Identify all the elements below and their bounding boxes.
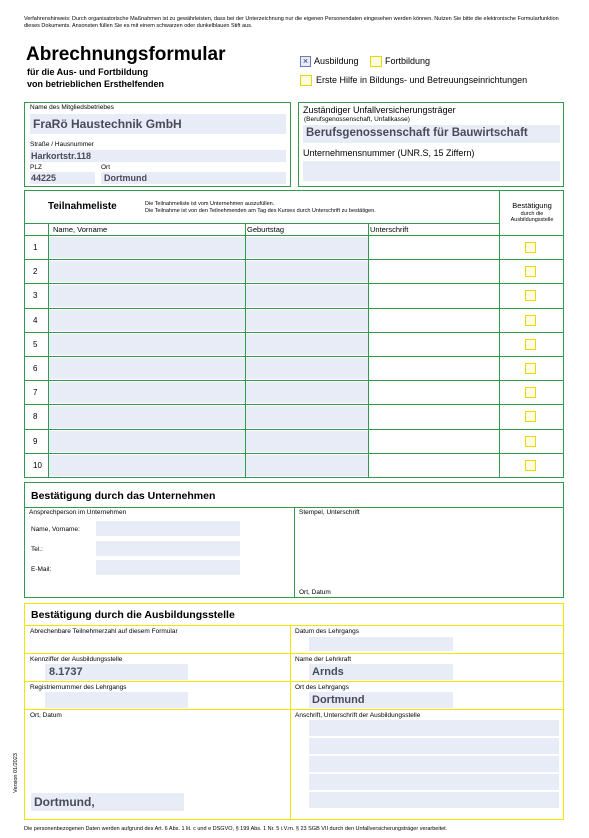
row-number: 8 [33,412,38,422]
street-value: Harkortstr.118 [31,151,92,161]
procedure-notice: Verfahrenshinweis: Durch organisatorische Maßnahmen ist zu gewährleisten, dass bei der Unterzeichnung nur die eigenen Personendaten eingesehen werden können. Nutzen Sie bitte die elektronische Formularfunktion dieses Dokuments. Ansonsten füllen Sie es mit einem schwarzen oder dunkelblauen Stift aus. [24,16,559,29]
insurer-field[interactable] [303,125,560,143]
city-value: Dortmund [104,173,147,183]
course-date-field[interactable] [309,637,453,651]
contact-email-field[interactable] [96,560,240,575]
member-name-label: Name des Mitgliedsbetriebes [30,104,114,111]
participant-name-field[interactable] [49,382,245,403]
fortbildung-label: Fortbildung [385,56,431,66]
row-number: 2 [33,267,38,277]
ausbildung-checkbox[interactable] [300,56,311,67]
training-confirm-title: Bestätigung durch die Ausbildungsstelle [31,609,235,621]
participant-name-field[interactable] [49,406,245,427]
contact-label: Ansprechperson im Unternehmen [29,509,127,516]
fortbildung-checkbox[interactable] [370,56,382,67]
check-mark-icon: × [302,56,309,66]
version-label: Version 01/2023 [13,753,19,793]
course-place-value: Dortmund [312,694,365,706]
registration-label: Registriernummer des Lehrgangs [30,684,127,691]
privacy-footer: Die personenbezogenen Daten werden aufgrund des Art. 6 Abs. 1 lit. c und e DSGVO, § 199 Abs. 1 Nr. 5 i.V.m. § 23 SGB VII durch den Unfallversicherungsträger verarbeitet. [24,826,448,832]
row-divider [24,283,564,284]
company-number-label: Unternehmensnummer (UNR.S, 15 Ziffern) [303,148,475,158]
center-signature-field-3[interactable] [309,756,559,772]
col-birth-header: Geburtstag [247,225,285,234]
confirm-checkbox[interactable] [525,436,536,447]
course-date-label: Datum des Lehrgangs [295,628,359,635]
participant-birth-field[interactable] [246,406,368,427]
participant-birth-field[interactable] [246,382,368,403]
training-place-date-value: Dortmund, [34,795,95,809]
center-signature-field-1[interactable] [309,720,559,736]
confirm-subheader: durch die Ausbildungsstelle [510,211,554,223]
participant-birth-field[interactable] [246,358,368,379]
street-label: Straße / Hausnummer [30,141,94,148]
participant-name-field[interactable] [49,431,245,452]
center-signature-field-5[interactable] [309,792,559,808]
center-signature-label: Anschrift, Unterschrift der Ausbildungsstelle [295,712,421,719]
participant-birth-field[interactable] [246,455,368,476]
confirm-checkbox[interactable] [525,290,536,301]
participant-birth-field[interactable] [246,334,368,355]
participants-note-2: Die Teilnahme ist von den Teilnehmenden am Tag des Kurses durch Unterschrift zu bestätigen. [145,208,376,214]
participant-name-field[interactable] [49,358,245,379]
company-confirm-title: Bestätigung durch das Unternehmen [31,490,216,502]
count-label: Abrechenbare Teilnehmerzahl auf diesem Formular [30,628,178,635]
erste-hilfe-label: Erste Hilfe in Bildungs- und Betreuungseinrichtungen [316,75,528,85]
row-number: 3 [33,291,38,301]
participant-birth-field[interactable] [246,261,368,282]
participants-title: Teilnahmeliste [48,201,117,212]
center-id-value: 8.1737 [49,666,83,678]
form-subtitle-2: von betrieblichen Ersthelfenden [27,79,165,89]
row-divider [24,259,564,260]
participants-note-1: Die Teilnahmeliste ist vom Unternehmen auszufüllen. [145,201,275,207]
contact-name-field[interactable] [96,521,240,536]
form-title: Abrechnungsformular [26,44,226,65]
participant-name-field[interactable] [49,310,245,331]
course-place-label: Ort des Lehrgangs [295,684,349,691]
insurer-subtitle: (Berufsgenossenschaft, Unfallkasse) [304,116,410,123]
row-divider [24,332,564,333]
row-divider [24,429,564,430]
confirm-checkbox[interactable] [525,242,536,253]
col-name-header: Name, Vorname [53,225,108,234]
participant-birth-field[interactable] [246,310,368,331]
participant-birth-field[interactable] [246,431,368,452]
form-subtitle-1: für die Aus- und Fortbildung [27,67,149,77]
teacher-label: Name der Lehrkraft [295,656,351,663]
confirm-checkbox[interactable] [525,387,536,398]
row-number: 10 [33,460,42,470]
registration-field[interactable] [45,692,188,708]
center-signature-field-2[interactable] [309,738,559,754]
city-label: Ort [101,164,111,171]
row-divider [24,380,564,381]
col-sign-header: Unterschrift [370,225,409,234]
participant-name-field[interactable] [49,285,245,306]
confirm-checkbox[interactable] [525,411,536,422]
participant-name-field[interactable] [49,261,245,282]
row-divider [24,356,564,357]
plz-value: 44225 [31,173,57,183]
member-name-value: FraRö Haustechnik GmbH [33,117,182,131]
row-divider [24,308,564,309]
insurer-value: Berufsgenossenschaft für Bauwirtschaft [306,127,528,139]
company-place-date-label: Ort, Datum [299,589,331,596]
row-number: 5 [33,339,38,349]
contact-tel-field[interactable] [96,541,240,556]
ausbildung-label: Ausbildung [314,56,359,66]
plz-label: PLZ [30,164,42,171]
confirm-checkbox[interactable] [525,460,536,471]
participant-name-field[interactable] [49,334,245,355]
stamp-label: Stempel, Unterschrift [299,509,360,516]
confirm-checkbox[interactable] [525,363,536,374]
row-number: 9 [33,436,38,446]
participant-name-field[interactable] [49,455,245,476]
center-signature-field-4[interactable] [309,774,559,790]
participant-birth-field[interactable] [246,237,368,258]
center-id-label: Kennziffer der Ausbildungsstelle [30,656,123,663]
row-number: 4 [33,315,38,325]
confirm-checkbox[interactable] [525,339,536,350]
company-number-field[interactable] [303,161,560,181]
erste-hilfe-checkbox[interactable] [300,75,312,86]
training-place-date-label: Ort, Datum [30,712,62,719]
participant-name-field[interactable] [49,237,245,258]
contact-email-label: E-Mail: [31,566,52,573]
participant-birth-field[interactable] [246,285,368,306]
row-number: 6 [33,364,38,373]
row-number: 7 [33,388,38,398]
contact-name-label: Name, Vorname: [31,526,80,533]
confirm-checkbox[interactable] [525,266,536,277]
row-divider [24,404,564,405]
confirm-header: Bestätigung [512,201,552,210]
insurer-title: Zuständiger Unfallversicherungsträger [303,105,456,115]
confirm-checkbox[interactable] [525,315,536,326]
row-number: 1 [33,243,38,252]
contact-tel-label: Tel.: [31,546,43,553]
teacher-value: Arnds [312,666,344,678]
row-divider [24,453,564,454]
